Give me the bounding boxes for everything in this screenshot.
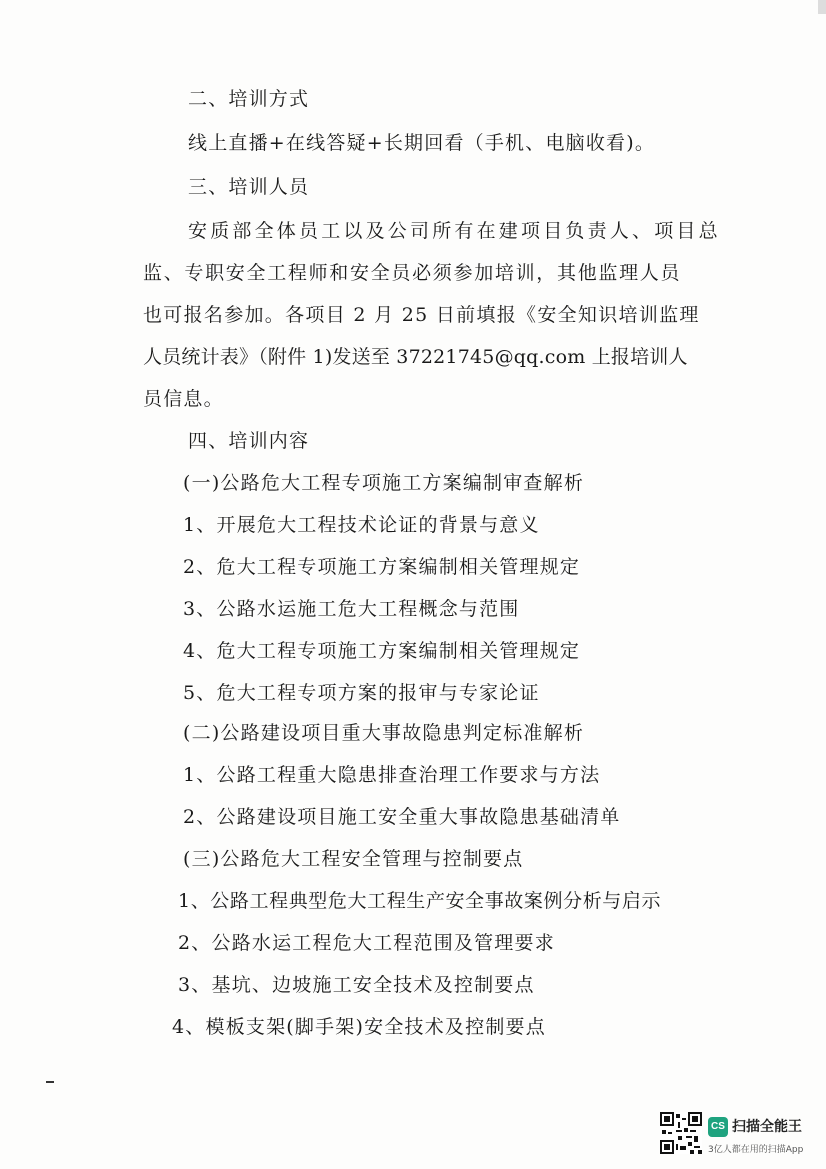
list-item: 2、公路建设项目施工安全重大事故隐患基础清单	[183, 806, 621, 828]
watermark-brand: 扫描全能王	[732, 1119, 802, 1135]
list-item: 4、模板支架(脚手架)安全技术及控制要点	[172, 1016, 546, 1038]
paragraph-line: 线上直播+在线答疑+长期回看（手机、电脑收看)。	[188, 132, 656, 154]
paragraph-line: 人员统计表》（附件 1)发送至 37221745@qq.com 上报培训人	[143, 346, 688, 368]
paragraph-line: 员信息。	[143, 388, 224, 410]
subsection-heading: (二)公路建设项目重大事故隐患判定标准解析	[183, 722, 585, 744]
list-item: 3、基坑、边坡施工安全技术及控制要点	[178, 974, 535, 996]
scan-artifact-dash	[46, 1081, 54, 1083]
qr-code-icon	[660, 1112, 702, 1154]
paragraph-line: 安质部全体员工以及公司所有在建项目负责人、项目总	[188, 220, 721, 242]
subsection-heading: (一)公路危大工程专项施工方案编制审查解析	[183, 472, 585, 494]
paragraph-line: 也可报名参加。各项目 2 月 25 日前填报《安全知识培训监理	[143, 304, 700, 326]
list-item: 5、危大工程专项方案的报审与专家论证	[183, 682, 540, 704]
scan-edge-mark	[818, 0, 826, 14]
paragraph-line: 监、专职安全工程师和安全员必须参加培训，其他监理人员	[143, 262, 682, 284]
subsection-heading: (三)公路危大工程安全管理与控制要点	[183, 848, 524, 870]
list-item: 2、公路水运工程危大工程范围及管理要求	[178, 932, 555, 954]
watermark-tagline: 3亿人都在用的扫描App	[708, 1145, 804, 1155]
list-item: 1、公路工程典型危大工程生产安全事故案例分析与启示	[178, 890, 662, 912]
list-item: 2、危大工程专项施工方案编制相关管理规定	[183, 556, 581, 578]
list-item: 1、开展危大工程技术论证的背景与意义	[183, 514, 540, 536]
section-heading-content: 四、培训内容	[188, 430, 310, 452]
section-heading-attendees: 三、培训人员	[188, 176, 310, 198]
list-item: 3、公路水运施工危大工程概念与范围	[183, 598, 520, 620]
camscanner-logo-icon: CS	[708, 1117, 728, 1137]
list-item: 1、公路工程重大隐患排查治理工作要求与方法	[183, 764, 601, 786]
section-heading-method: 二、培训方式	[188, 88, 310, 110]
list-item: 4、危大工程专项施工方案编制相关管理规定	[183, 640, 581, 662]
scanner-watermark	[660, 1112, 820, 1162]
